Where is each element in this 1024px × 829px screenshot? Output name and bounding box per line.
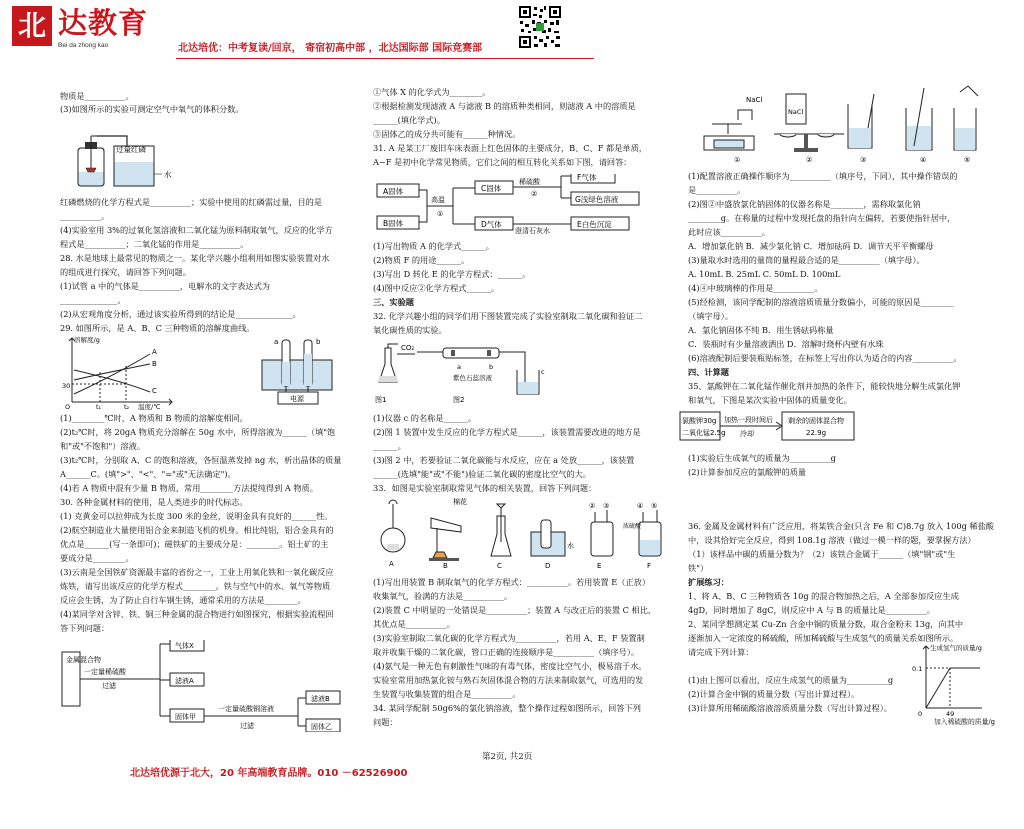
text-line: A．氯化钠固体不纯 B．用生锈砝码称量 [688, 325, 834, 335]
text-line: 请完成下列计算： [688, 647, 754, 657]
apparatus-e: E [597, 562, 602, 570]
text-line: ________g。在称量的过程中发现托盘的指针向左偏转，若要使指针居中， [688, 213, 956, 223]
text-line: (1)配置溶液正确操作顺序为__________（填序号，下同），其中操作错误的 [688, 171, 958, 181]
sol-y-label: 溶解度/g [74, 336, 100, 344]
fig1-label: 图1 [375, 396, 387, 404]
text-line: ______。 [373, 441, 406, 451]
text-line: A______C。(填">"、"<"、"="或"无法确定")。 [60, 469, 236, 479]
text-line: (3)写出 D 转化 E 的化学方程式：______。 [373, 269, 531, 279]
h2-x-tick: 49 [946, 710, 955, 718]
text-line: (2)物质 F 的用途______。 [373, 255, 470, 265]
text-line: (3)量取水时选用的量筒的量程最合适的是__________（填字母）。 [688, 255, 925, 265]
water-label: 水 [164, 170, 172, 179]
text-line: 28. 水是地球上最常见的物质之一。某化学兴趣小组利用如图实验装置对水 [60, 253, 330, 263]
limewater-label: 澄清石灰水 [515, 227, 550, 235]
text-line: 和"或"不饱和"）溶液。 [60, 441, 145, 451]
text-line: (1)________℃时，A 物质和 B 物质的溶解度相同。 [60, 413, 248, 423]
text-line: 中，设其恰好完全反应，得到 108.1g 溶液（做过一模一样的题，要掌握方法） [688, 535, 976, 545]
qr-code-icon [518, 5, 562, 49]
step-2-label: ② [806, 156, 813, 164]
flow-solid-jia: 固体甲 [175, 713, 196, 721]
text-line: (4)实验室用 3%的过氧化氢溶液和二氧化锰为原料制取氧气，反应的化学方 [60, 225, 333, 235]
box-f-gas: F气体 [577, 174, 597, 182]
box-c-solid: C固体 [481, 184, 502, 193]
flow-solid-yi: 固体乙 [311, 723, 332, 731]
text-line: (4)氨气是一种无色有刺激性气味的有毒气体，密度比空气小，极易溶于水。 [373, 661, 647, 671]
fig2-label: 图2 [453, 396, 465, 404]
text-line: 1、将 A、B、C 三种物质各 10g 的混合物加热之后，A 全部参加反应生成 [688, 591, 959, 601]
high-temp-label: 高温 [431, 196, 445, 204]
flow-mixture-label: 金属混合物 [66, 656, 101, 664]
text-line: ②根据检测发现滤液 A 与滤液 B 的溶质种类相同，则滤液 A 中的溶质是 [373, 101, 636, 111]
gas-apparatus-figure [373, 498, 673, 570]
page-number: 第2页, 共2页 [482, 752, 533, 762]
text-line: (3)实验室制取二氧化碳的化学方程式为__________，若用 A、E、F 装置制 [373, 633, 645, 643]
text-line: __________。 [60, 211, 110, 221]
text-line: (1)试管 a 中的气体是__________，电解水的文字表达式为 [60, 281, 270, 291]
text-line: (1)由上图可以看出，反应生成氢气的质量为__________g [688, 675, 894, 685]
sol-origin: O [65, 403, 71, 410]
section-heading: 四、计算题 [688, 367, 729, 377]
sol-curve-b: B [152, 360, 157, 368]
box-b-solid: B固体 [383, 219, 404, 228]
text-line: 此时应该__________。 [688, 227, 770, 237]
apparatus-d: D [545, 562, 551, 570]
water-label: 水 [567, 542, 574, 550]
text-line: (2)t₂℃时，将 20gA 物质充分溶解在 50g 水中，所得溶液为______（填"饱 [60, 427, 336, 437]
footer-brand-line: 北达培优源于北大，20 年高端教育品牌。010 －62526900 [130, 768, 408, 779]
co2-apparatus-figure [373, 340, 553, 404]
text-line: (4)图中反应②化学方程式______。 [373, 283, 500, 293]
sol-curve-c: C [152, 387, 157, 395]
conc-acid-label: 浓硫酸 [623, 523, 642, 530]
section-heading: 扩展练习： [688, 577, 729, 587]
text-line: 36. 金属及金属材料有广泛应用，将某铁合金(只含 Fe 和 C)8.7g 放入 100g 稀盐酸 [688, 521, 994, 531]
text-line: (5)经检测，该同学配制的溶液溶质质量分数偏小，可能的原因是________ [688, 297, 954, 307]
box-e-precipitate: E白色沉淀 [577, 220, 612, 229]
hydrogen-mass-graph [904, 638, 986, 722]
text-line: (1)实验后生成氧气的质量为__________g [688, 453, 836, 463]
text-line: ______(填化学式)。 [373, 115, 445, 125]
cotton-label: 棉花 [453, 498, 467, 506]
text-line: 收集氧气，验满的方法是__________。 [373, 591, 513, 601]
nacl-bottle-label: NaCl [746, 96, 763, 104]
electrolysis-apparatus [256, 336, 344, 406]
h2-y-tick: 0.1 [912, 665, 923, 673]
text-line: (6)溶液配制后要装瓶贴标签，在标签上写出你认为适合的内容__________。 [688, 353, 962, 363]
brand-logo: 北 [12, 6, 52, 46]
step-4-label: ④ [920, 156, 927, 164]
text-line: 是__________。 [688, 185, 746, 195]
text-line: (1)写出用装置 B 制取氧气的化学方程式：__________。若用装置 E（正放） [373, 577, 651, 587]
port-2: ② [589, 502, 596, 510]
text-line: 30. 各种金属材料的使用，是人类进步的时代标志。 [60, 497, 248, 507]
text-line: 32. 化学兴趣小组的同学们用下图装置完成了实验室制取二氧化碳和验证二 [373, 311, 643, 321]
cool-label: 冷却 [740, 430, 754, 438]
text-line: (2)图 1 装置中发生反应的化学方程式是______，该装置需要改进的地方是 [373, 427, 641, 437]
sol-t1-tick: t₁ [96, 403, 102, 410]
text-line: （填字母）。 [688, 311, 734, 321]
port-a-label: a [457, 363, 461, 371]
apparatus-b: B [443, 562, 448, 570]
text-line: ①气体 X 的化学式为________。 [373, 87, 491, 97]
litmus-label: 紫色石蕊溶液 [453, 374, 492, 382]
flow-step1-label: 一定量稀硫酸 [84, 668, 126, 676]
oxygen-volume-apparatus [74, 122, 184, 188]
port-4: ④ [637, 502, 644, 510]
header-divider [176, 58, 594, 59]
solubility-curve-figure [60, 336, 184, 410]
text-line: 答下列问题： [60, 623, 110, 633]
kclo3-decomposition-figure [678, 410, 878, 444]
text-line: A．增加氯化钠 B．减少氯化钠 C．增加砝码 D．调节天平平衡螺母 [688, 241, 934, 251]
dilute-acid-label: 稀硫酸 [519, 178, 540, 186]
heat-duration-label: 加热一段时间后 [724, 416, 773, 424]
header-slogan: 北达培优：中考复读/回京， 寄宿初高中部 ，北达国际部 国际竞赛部 [178, 43, 483, 54]
substance-relation-diagram [375, 174, 647, 236]
text-line: 和氧气，下图是某次实验中固体的质量变化。 [688, 395, 852, 405]
text-line: A~F 是初中化学常见物质，它们之间的相互转化关系如下图，请回答： [373, 157, 632, 167]
text-line: 35、氯酸钾在二氧化锰作催化剂并加热的条件下，能较快地分解生成氯化钾 [688, 381, 961, 391]
instrument-c-label: c [541, 368, 545, 376]
mno2-mass-label: 二氧化锰2.5g [682, 429, 726, 437]
text-line: （1）该样品中碳的质量分数为？（2）该铁合金属于______（填"钢"或"生 [688, 549, 956, 559]
step-5-label: ⑤ [964, 156, 971, 164]
text-line: 取并收集干燥的二氧化碳，管口正确的连接顺序是__________（填序号）。 [373, 647, 640, 657]
text-line: 红磷燃烧的化学方程式是__________；实验中使用的红磷需过量，目的是 [60, 197, 323, 207]
apparatus-f: F [647, 562, 652, 570]
h2-y-axis-label: 生成氢气的质量/g [930, 644, 982, 652]
apparatus-c: C [497, 562, 502, 570]
text-line: ______________。 [60, 295, 126, 305]
text-line: 程式是__________；二氧化锰的作用是__________。 [60, 239, 249, 249]
box-g-solution: G浅绿色溶液 [575, 195, 619, 204]
residue-mass: 22.9g [806, 429, 827, 437]
text-line: 的组成进行探究，请回答下列问题。 [60, 267, 192, 277]
port-5: ⑤ [651, 502, 658, 510]
port-b-label: b [489, 363, 494, 371]
text-line: (2)图②中盛放氯化钠固体的仪器名称是________，需称取氯化钠 [688, 199, 921, 209]
text-line: (3)t₂℃时，分别取 A、C 的饱和溶液，各恒温蒸发掉 ng 水，析出晶体的质量 [60, 455, 342, 465]
text-line: (4)某同学对含锌、铁、铜三种金属的混合物进行如图探究，根据实验流程回 [60, 609, 334, 619]
sol-30-tick: 30 [62, 382, 71, 390]
flow-solution-b: 滤液B [311, 695, 330, 703]
text-line: (4)④中玻璃棒的作用是__________。 [688, 283, 823, 293]
nacl-jar-label: NaCl [788, 108, 804, 116]
text-line: (3)云南是全国铁矿资源最丰富的省份之一，工业上用氧化铁和一氧化碳反应 [60, 567, 334, 577]
text-line: 34. 某同学配制 50g6%的氯化钠溶液，整个操作过程如图所示，回答下列 [373, 703, 641, 713]
power-supply-label: 电源 [290, 395, 304, 403]
sol-curve-a: A [152, 348, 157, 356]
reaction-2-label: ② [531, 190, 538, 198]
flow-solution-a: 滤液A [175, 677, 194, 685]
brand-pinyin: Bei da zhong kao [58, 42, 109, 49]
flow-filter2-label: 过滤 [240, 722, 254, 730]
metal-flow-diagram [60, 640, 350, 732]
text-line: C．装瓶时有少量溶液洒出 D．溶解时烧杯内壁有水珠 [688, 339, 884, 349]
text-line: (4)若 A 物质中混有少量 B 物质，常用________方法提纯得到 A 物质。 [60, 483, 318, 493]
text-line: (3)如图所示的实验可测定空气中氧气的体积分数。 [60, 104, 244, 114]
tube-b-label: b [316, 338, 321, 346]
text-line: 31. A 是某工厂废旧车床表面上红色固体的主要成分，B、C、F 都是单质， [373, 143, 647, 153]
apparatus-a: A [389, 560, 394, 568]
text-line: 铁"） [688, 563, 709, 573]
sol-t2-tick: t₂ [124, 403, 130, 410]
text-line: (1)仪器 c 的名称是______。 [373, 413, 477, 423]
text-line: (3)计算所用稀硫酸溶液溶质质量分数（写出计算过程）。 [688, 703, 892, 713]
text-line: 生装置与收集装置的组合是__________。 [373, 689, 521, 699]
text-line: ③固体乙的成分共可能有______种情况。 [373, 129, 521, 139]
co2-label: CO₂ [401, 344, 415, 352]
text-line: 2、某同学想测定某 Cu-Zn 合金中铜的质量分数，取合金粉末 13g，向其中 [688, 619, 964, 629]
box-d-gas: D气体 [481, 220, 502, 229]
reaction-1-label: ① [437, 210, 444, 218]
text-line: ______(选填"能"或"不能")验证二氧化碳的密度比空气的大。 [373, 469, 591, 479]
red-phosphorus-label: 过量红磷 [116, 145, 146, 154]
h2-origin: 0 [918, 710, 923, 718]
solution-prep-steps-figure [698, 84, 988, 166]
text-line: (2)航空制造业大量使用铝合金来制造飞机的机身。相比纯铝，铝合金具有的 [60, 525, 334, 535]
text-line: 实验室常用加热氯化铵与熟石灰固体混合物的方法来制取氨气，可选用的发 [373, 675, 644, 685]
sol-x-label: 温度/℃ [138, 403, 161, 410]
h2-x-axis-label: 加入稀硫酸的质量/g [934, 718, 995, 726]
step-3-label: ③ [860, 156, 867, 164]
step-1-label: ① [734, 156, 741, 164]
text-line: (2)计算参加反应的氯酸钾的质量 [688, 467, 807, 477]
text-line: 优点是______(写一条即可)；磁铁矿的主要成分是：________。铝土矿的主 [60, 539, 329, 549]
flow-step2-label: 一定量硫酸铜溶液 [218, 705, 274, 713]
text-line: 问题： [373, 717, 398, 727]
text-line: 氧化碳性质的实验。 [373, 325, 447, 335]
kclo3-mass-label: 氯酸钾30g [682, 417, 717, 425]
text-line: (1)写出物质 A 的化学式______。 [373, 241, 494, 251]
text-line: 炼铁，请写出该反应的化学方程式________。铁与空气中的水、氧气等物质 [60, 581, 331, 591]
flow-gas-x: 气体X [175, 642, 194, 650]
text-line: (3)图 2 中，若要验证二氧化碳能与水反应，应在 a 处放______，该装置 [373, 455, 635, 465]
text-line: 4gD，同时增加了 8gC，则反应中 A 与 B 的质量比是__________。 [688, 605, 935, 615]
text-line: (2)从宏观角度分析，通过该实验所得到的结论是______________。 [60, 309, 301, 319]
text-line: (2)计算合金中铜的质量分数（写出计算过程）。 [688, 689, 860, 699]
port-3: ③ [603, 502, 610, 510]
text-line: (2)装置 C 中明显的一处错误是__________；装置 A 与改正后的装置 C 相比， [373, 605, 657, 615]
brand-name: 达教育 [58, 6, 149, 40]
text-line: 反应会生锈，为了防止自行车钢生锈，通常采用的方法是________。 [60, 595, 306, 605]
text-line: 其优点是__________。 [373, 619, 455, 629]
flow-filter1-label: 过滤 [102, 682, 116, 690]
residue-label: 剩余的固体混合物 [788, 417, 844, 425]
text-line: 逐渐加入一定浓度的稀硫酸，所加稀硫酸与生成氢气的质量关系如图所示。 [688, 633, 959, 643]
text-line: 29. 如图所示，是 A、B、C 三种物质的溶解度曲线。 [60, 323, 255, 333]
text-line: A. 10mL B. 25mL C. 50mL D. 100mL [688, 269, 841, 279]
text-line: 物质是__________。 [60, 91, 134, 101]
section-heading: 三、实验题 [373, 297, 414, 307]
text-line: (1) 克黄金可以拉伸成为长度 300 米的金丝，说明金具有良好的______性。 [60, 511, 333, 521]
tube-a-label: a [274, 338, 279, 346]
text-line: 要成分是________。 [60, 553, 134, 563]
box-a-solid: A固体 [383, 187, 404, 196]
page-header [0, 0, 1024, 66]
text-line: 33．如图是实验室制取常见气体的相关装置，回答下列问题： [373, 483, 597, 493]
